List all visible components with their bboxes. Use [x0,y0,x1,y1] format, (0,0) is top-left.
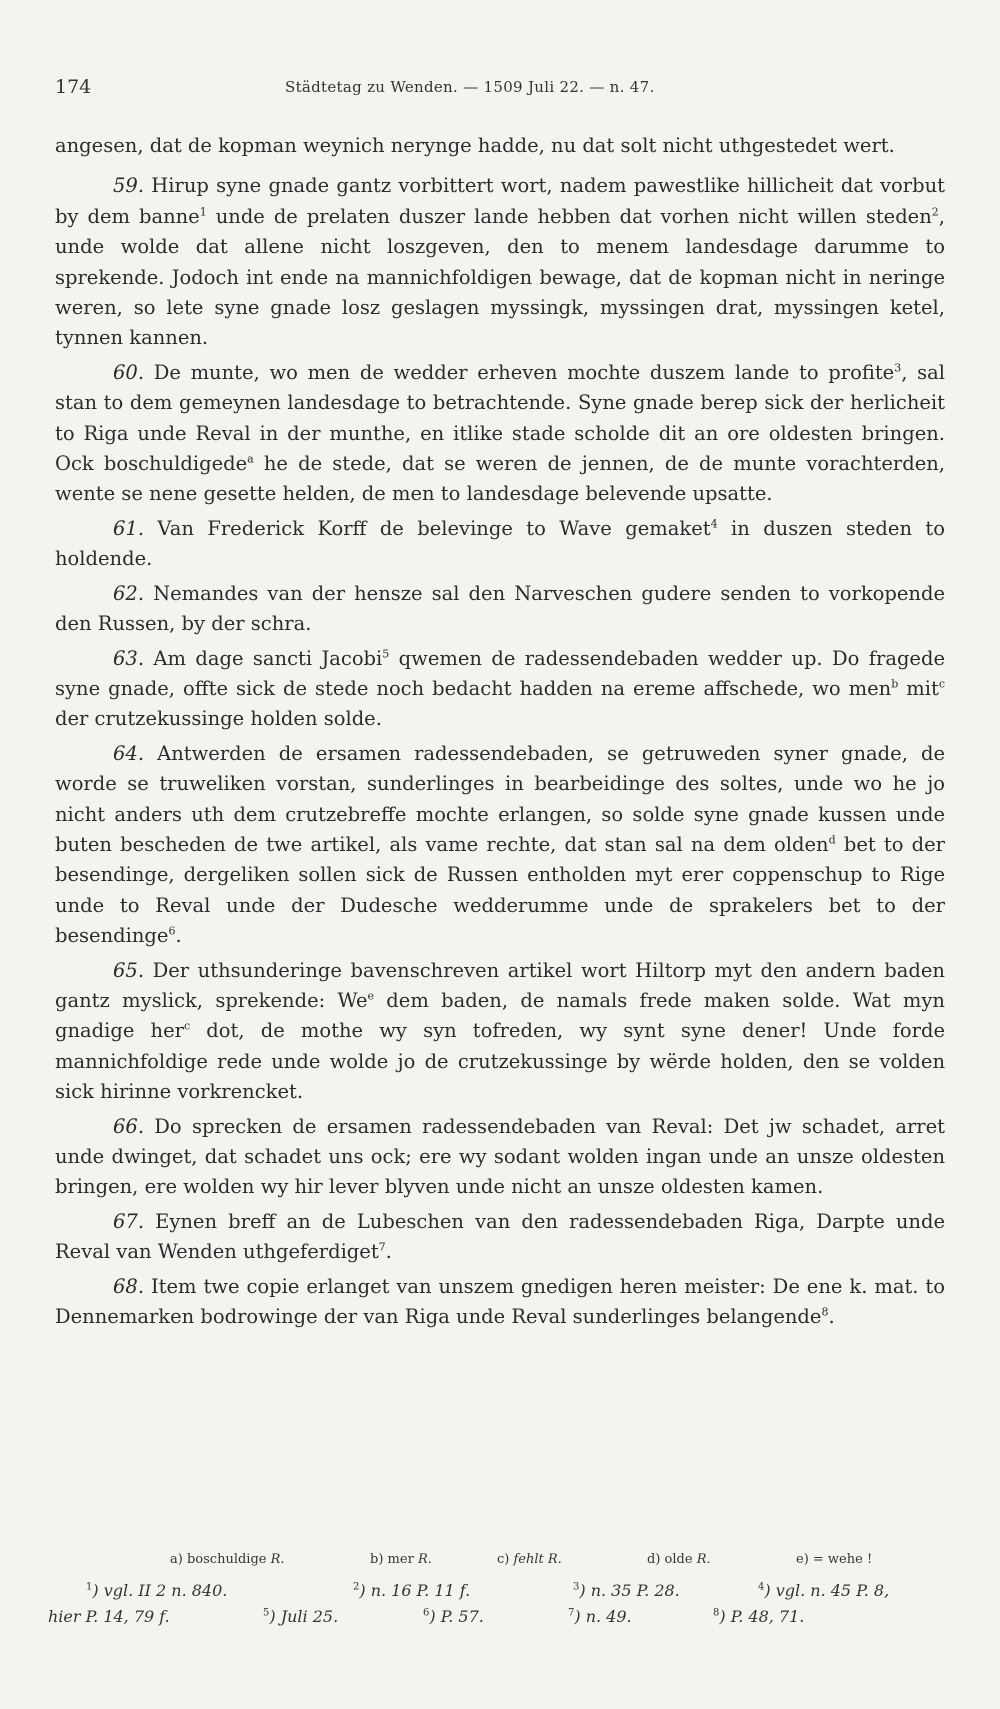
paragraph-number: 64. [113,741,145,765]
paragraph-text: De munte, wo men de wedder erheven mochte duszem lande to profite [144,360,895,384]
paragraph-text: in duszen steden to holdende. [55,516,945,571]
variant-note-b: b) mer R. [370,1552,432,1567]
paragraph-text: . [175,924,182,948]
paragraph-text: Van Frederick Korff de belevinge to Wave gemaket [144,516,711,540]
paragraph-number: 62. [113,581,145,605]
footnote-ref: 7 [378,1240,386,1254]
variant-note-a: a) boschuldige R. [170,1552,285,1567]
paragraph-68 [55,1272,945,1333]
paragraph-text: he de stede, dat se weren de jennen, de de munte vorachterden, wente se nene gesette helden, de men to landesdage belevende upsatte. [55,452,945,506]
running-head [55,76,945,102]
variant-footnotes [0,1552,1000,1572]
variant-note-c: c) fehlt R. [497,1552,562,1567]
paragraph-text: Der uthsunderinge bavenschreven artikel wort Hiltorp myt den andern baden gantz myslick, sprekende: We [55,958,945,1012]
paragraph-text: . [828,1305,835,1329]
paragraph-number: 68. [113,1274,145,1298]
paragraph-text: qwemen de radessendebaden wedder up. Do fragede syne gnade, offte sick de stede noch bedacht hadden na ereme affschede, wo men [55,646,945,700]
paragraph-number: 59. [113,174,145,198]
body-text [55,131,945,1336]
paragraph-text: unde de prelaten duszer lande hebben dat vorhen nicht willen steden [206,204,932,228]
footnote-8: $^8$) P. 48, 71. [713,1607,805,1626]
paragraph-number: 63. [113,646,145,670]
footnote-ref: 2 [931,205,939,219]
paragraph-text: dot, de mothe wy syn tofreden, wy synt syne dener! Unde forde mannichfoldige rede unde wolde jo de crutzekussinge by wërde holden, den se volden sick hirinne vorkrencket. [55,1019,945,1104]
paragraph-67 [55,1207,945,1268]
footnote-ref: 8 [821,1305,829,1319]
footnote-ref: b [891,677,899,691]
footnote-ref: 1 [199,205,207,219]
paragraph-59 [55,171,945,353]
paragraph-60 [55,358,945,510]
paragraph-65 [55,956,945,1108]
footnote-line [48,1578,948,1604]
paragraph-text: , sal stan to dem gemeynen landesdage to betrachtende. Syne gnade berep sick der herlicheit to Riga unde Reval in der munthe, en itlike stade scholde dit an ore oldesten bringen. Ock boschuldigede [55,360,945,476]
paragraph-text: Antwerden de ersamen radessendebaden, se getruweden syner gnade, de worde se truweliken vorstan, sunderlinges in bearbeidinge des soltes, unde wo he jo nicht anders uth dem crutzebreffe mochte erlangen, so solde syne gnade kussen unde buten bescheden de twe artikel, als vame rechte, dat stan sal na dem olden [55,741,945,856]
paragraph-text: dem baden, de namals frede maken solde. Wat myn gnadige her [55,988,945,1043]
paragraph-text: bet to der besendinge, dergeliken sollen sick de Russen entholden myt erer coppenschup to Rige unde to Reval unde der Dudesche wedderumme unde de sprakelers bet to der besendinge [55,832,946,948]
footnote-3: $^3$) n. 35 P. 28. [573,1581,680,1600]
page-number: 174 [55,76,92,98]
footnote-7: $^7$) n. 49. [568,1607,632,1626]
footnote-ref: 6 [168,924,176,938]
footnote-ref: e [367,989,374,1003]
paragraph-text: der crutzekussinge holden solde. [55,707,382,731]
paragraph-text: , unde wolde dat allene nicht loszgeven, den to menem landesdage darumme to sprekende. Jodoch int ende na mannichfoldigen bewage, dat de kopman nicht in neringe weren, so lete syne gnade losz geslagen myssingk, myssingen drat, myssingen ketel, tynnen kannen. [55,204,945,350]
footnote-1: $^1$) vgl. II 2 n. 840. [86,1581,228,1600]
variant-note-d: d) olde R. [647,1552,711,1567]
footnote-ref: 4 [710,517,718,531]
paragraph-number: 65. [113,958,145,982]
paragraph-number: 67. [113,1209,145,1233]
footnote-ref: 3 [894,361,902,375]
numbered-footnotes [48,1578,948,1630]
paragraph-number: 66. [113,1114,145,1138]
footnote-ref: c [938,677,945,691]
paragraph-text: mit [898,676,939,700]
footnote-ref: a [247,452,254,466]
footnote-ref: 5 [382,647,390,660]
footnote-6: $^6$) P. 57. [423,1607,484,1626]
paragraph-64 [55,739,945,952]
footnote-4-continued: hier P. 14, 79 f. [48,1607,170,1626]
paragraph-continuation: angesen, dat de kopman weynich nerynge hadde, nu dat solt nicht uthgestedet wert. [55,134,895,157]
footnote-line [48,1604,948,1630]
paragraph-text: Nemandes van der hensze sal den Narveschen gudere senden to vorkopende den Russen, by der schra. [55,581,945,636]
paragraph-text: Item twe copie erlanget van unszem gnedigen heren meister: De ene k. mat. to Dennemarken bodrowinge der van Riga unde Reval sunderlinges belangende [55,1274,945,1329]
variant-note-e: e) = wehe ! [796,1552,873,1567]
paragraph-62 [55,579,945,640]
footnote-ref: d [828,833,836,847]
paragraph-text: Hirup syne gnade gantz vorbittert wort, nadem pawestlike hillicheit dat vorbut by dem banne [55,174,945,228]
paragraph-text: . [385,1240,392,1264]
header-title: Städtetag zu Wenden. — 1509 Juli 22. — n. 47. [285,78,655,96]
footnote-4: $^4$) vgl. n. 45 P. 8, [758,1581,890,1600]
paragraph-text: Am dage sancti Jacobi [144,646,383,670]
paragraph-61 [55,514,945,575]
footnote-2: $^2$) n. 16 P. 11 f. [353,1581,471,1600]
paragraph-63 [55,644,945,735]
footnote-5: $^5$) Juli 25. [263,1607,339,1626]
paragraph-text: Do sprecken de ersamen radessendebaden van Reval: Det jw schadet, arret unde dwinget, dat schadet uns ock; ere wy sodant wolden ingan unde an unsze oldesten bringen, ere wolden wy hir lever blyven unde nicht an unsze oldesten kamen. [55,1114,945,1199]
paragraph-text: Eynen breff an de Lubeschen van den radessendebaden Riga, Darpte unde Reval van Wenden uthgeferdiget [55,1209,945,1264]
paragraph-number: 60. [113,360,145,384]
paragraph-number: 61. [113,516,145,540]
paragraph-66 [55,1112,945,1203]
footnote-ref: c [183,1019,191,1033]
